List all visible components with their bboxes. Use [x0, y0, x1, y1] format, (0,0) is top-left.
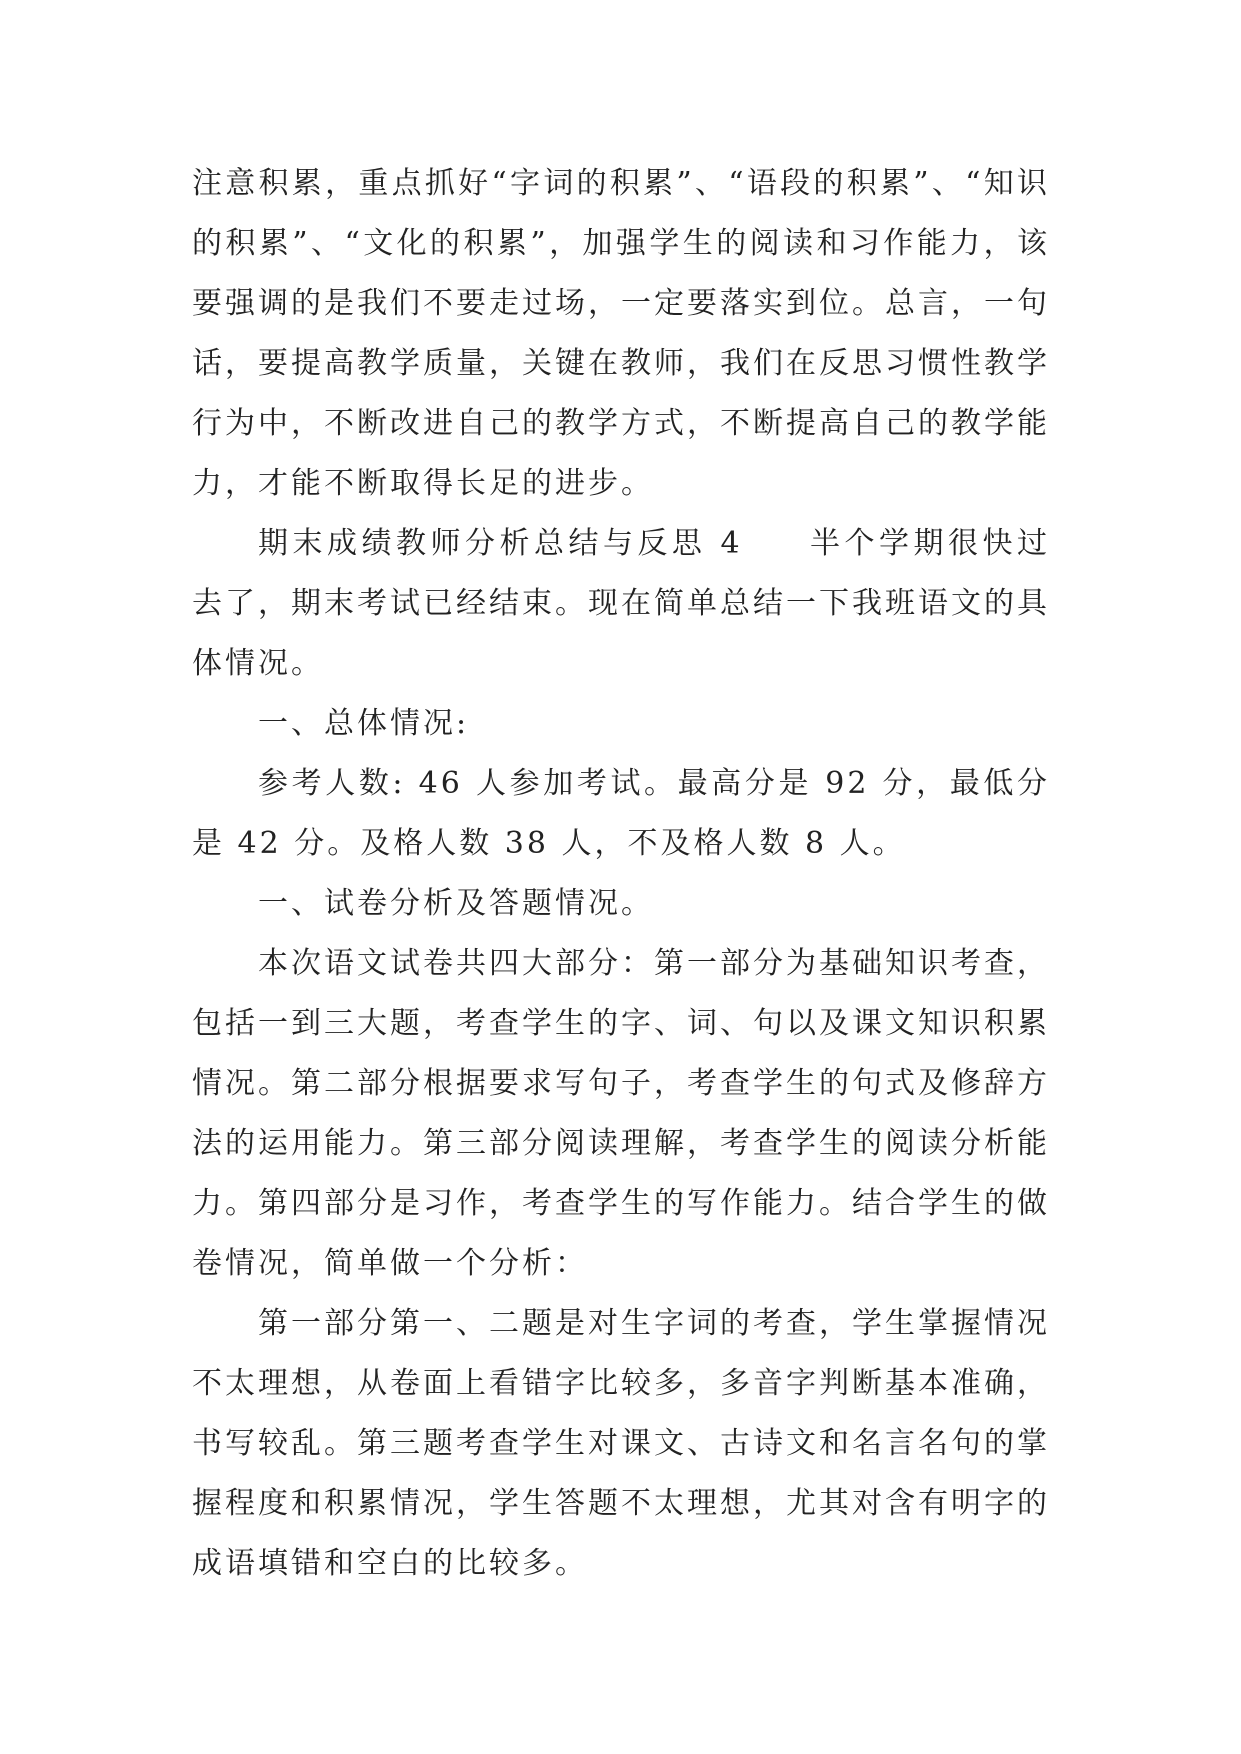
paragraph-continuation: 注意积累，重点抓好“字词的积累”、“语段的积累”、“知识的积累”、“文化的积累”，加强学生的阅读和习作能力，该要强调的是我们不要走过场，一定要落实到位。总言，一句话，要提高教学质量，关键在教师，我们在反思习惯性教学行为中，不断改进自己的教学方式，不断提高自己的教学能力，才能不断取得长足的进步。	[192, 166, 1050, 501]
paragraph-section-4	[192, 514, 1050, 694]
paragraph-overall-heading: 一、总体情况:	[258, 706, 470, 741]
section-heading: 期末成绩教师分析总结与反思 4	[258, 526, 743, 561]
section-intro-text: 半个学期很快过去了，期末考试已经结束。现在简单总结一下我班语文的具体情况。	[192, 526, 1051, 681]
paragraph-analysis-heading: 一、试卷分析及答题情况。	[258, 886, 654, 921]
paragraph-exam-stats: 参考人数: 46 人参加考试。最高分是 92 分，最低分是 42 分。及格人数 38 人，不及格人数 8 人。	[192, 766, 1050, 861]
paragraph-part-one-analysis: 第一部分第一、二题是对生字词的考查，学生掌握情况不太理想，从卷面上看错字比较多，多音字判断基本准确，书写较乱。第三题考查学生对课文、古诗文和名言名句的掌握程度和积累情况，学生答题不太理想，尤其对含有明字的成语填错和空白的比较多。	[192, 1306, 1050, 1581]
document-body	[192, 154, 1050, 1594]
paragraph-paper-structure: 本次语文试卷共四大部分：第一部分为基础知识考查，包括一到三大题，考查学生的字、词、句以及课文知识积累情况。第二部分根据要求写句子，考查学生的句式及修辞方法的运用能力。第三部分阅读理解，考查学生的阅读分析能力。第四部分是习作，考查学生的写作能力。结合学生的做卷情况，简单做一个分析：	[192, 946, 1050, 1281]
